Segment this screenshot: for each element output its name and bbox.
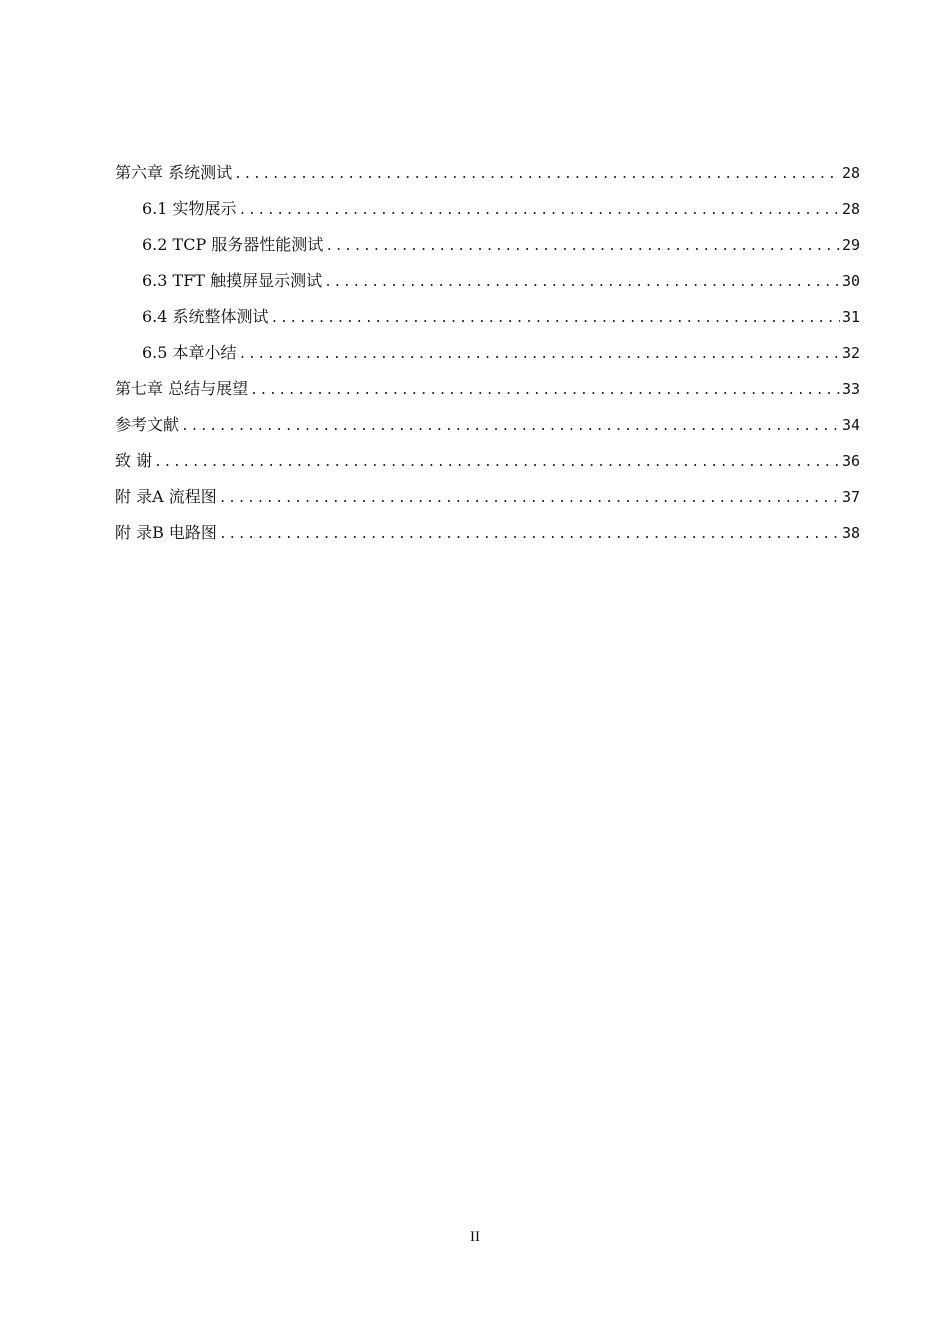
toc-dot-leader [271,311,840,326]
toc-entry-label: 第七章 总结与展望 [115,379,249,398]
toc-entry-label: 6.3 TFT 触摸屏显示测试 [142,271,323,290]
page-number: II [470,1229,480,1245]
toc-entry-label: 6.2 TCP 服务器性能测试 [142,235,324,254]
toc-dot-leader [181,419,840,434]
toc-entry-page: 33 [841,380,860,398]
toc-dot-leader [219,491,840,506]
toc-entry-chapter-7[interactable] [115,376,860,412]
toc-entry-page: 36 [841,452,860,470]
toc-entry-label: 第六章 系统测试 [115,163,233,182]
toc-entry-label: 6.5 本章小结 [142,343,237,362]
toc-dot-leader [324,275,840,290]
toc-entry-section-6-3[interactable] [115,268,860,304]
toc-dot-leader [239,347,840,362]
toc-entry-page: 28 [841,200,860,218]
toc-entry-page: 31 [841,308,860,326]
toc-dot-leader [234,167,840,182]
toc-entry-page: 30 [841,272,860,290]
toc-entry-label: 附 录A 流程图 [115,487,217,506]
toc-entry-label: 参考文献 [115,415,180,434]
toc-entry-page: 32 [841,344,860,362]
toc-entry-acknowledgements[interactable] [115,448,860,484]
toc-entry-appendix-b[interactable] [115,520,860,556]
toc-dot-leader [250,383,840,398]
toc-entry-section-6-1[interactable] [115,196,860,232]
table-of-contents [115,160,860,556]
toc-entry-section-6-4[interactable] [115,304,860,340]
toc-entry-label: 致 谢 [115,451,153,470]
toc-dot-leader [239,203,840,218]
toc-dot-leader [219,527,840,542]
toc-entry-references[interactable] [115,412,860,448]
toc-entry-page: 37 [841,488,860,506]
toc-entry-page: 38 [841,524,860,542]
toc-entry-label: 6.4 系统整体测试 [142,307,269,326]
toc-entry-page: 34 [841,416,860,434]
toc-entry-chapter-6[interactable] [115,160,860,196]
toc-entry-label: 6.1 实物展示 [142,199,237,218]
toc-entry-page: 29 [841,236,860,254]
toc-entry-label: 附 录B 电路图 [115,523,217,542]
toc-entry-page: 28 [841,164,860,182]
toc-dot-leader [325,239,840,254]
toc-entry-section-6-5[interactable] [115,340,860,376]
toc-dot-leader [154,455,840,470]
toc-entry-section-6-2[interactable] [115,232,860,268]
toc-entry-appendix-a[interactable] [115,484,860,520]
